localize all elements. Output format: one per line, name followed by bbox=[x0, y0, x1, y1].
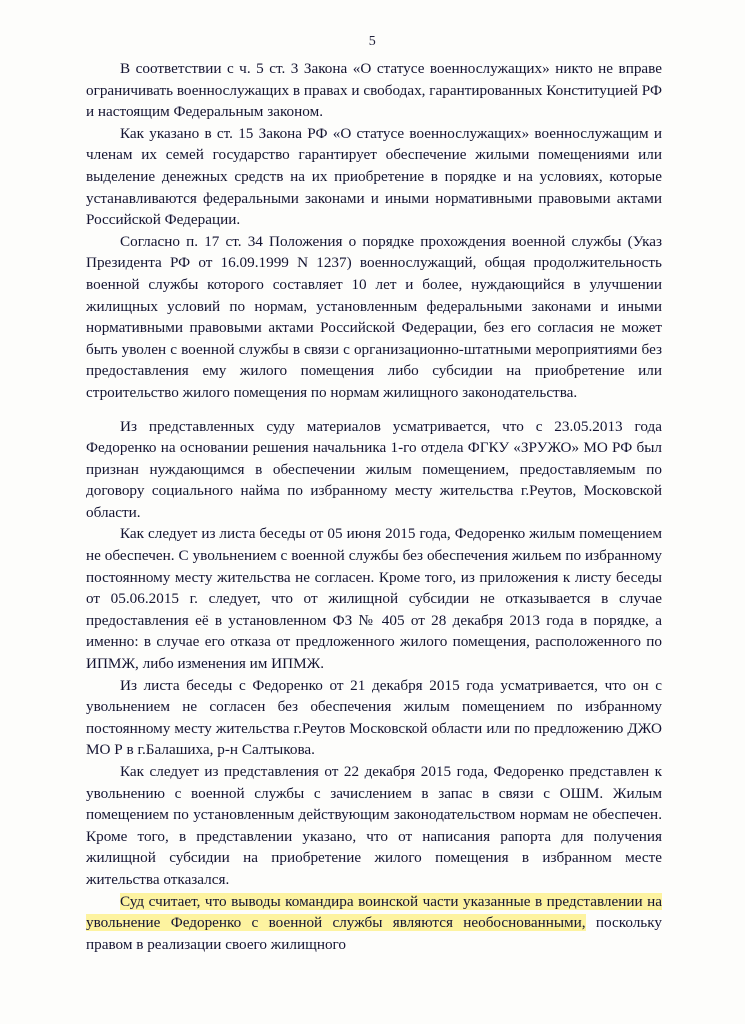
paragraph-8 bbox=[86, 891, 662, 956]
paragraph-3: Согласно п. 17 ст. 34 Положения о порядке прохождения военной службы (Указ Президента РФ от 16.09.1999 N 1237) военнослужащий, общая продолжительность военной службы которого составляет 10 лет и более, нуждающийся в улучшении жилищных условий по нормам, установленным федеральными законами и иными нормативными правовыми актами Российской Федерации, без его согласия не может быть уволен с военной службы в связи с организационно-штатными мероприятиями без предоставления ему жилого помещения либо субсидии на приобретение или строительство жилого помещения по нормам жилищного законодательства. bbox=[86, 232, 662, 401]
paragraph-spacer bbox=[86, 404, 662, 416]
paragraph-8-tail: поскольку правом в реализации своего жилищного bbox=[86, 914, 662, 953]
document-body bbox=[86, 58, 662, 955]
paragraph-2: Как указано в ст. 15 Закона РФ «О статусе военнослужащих» военнослужащим и членам их семей государство гарантирует обеспечение жилыми помещениями или выделение денежных средств на их приобретение в порядке и на условиях, которые устанавливаются федеральными законами и иными нормативными правовыми актами Российской Федерации. bbox=[86, 124, 662, 229]
highlighted-text: Суд считает, что выводы командира воинской части указанные в представлении на увольнение Федоренко с военной службы являются необоснованными, bbox=[86, 892, 662, 932]
paragraph-7: Как следует из представления от 22 декабря 2015 года, Федоренко представлен к увольнению с военной службы с зачислением в запас в связи с ОШМ. Жилым помещением по установленным действующим законодательством нормам не обеспечен. Кроме того, в представлении указано, что от написания рапорта для получения жилищной субсидии на приобретение жилого помещения в избранном месте жительства отказался. bbox=[86, 763, 662, 888]
paragraph-6: Из листа беседы с Федоренко от 21 декабря 2015 года усматривается, что он с увольнением не согласен без обеспечения жилым помещением по избранному постоянному месту жительства г.Реутов Московской области или по предложению ДЖО МО Р в г.Балашиха, р-н Салтыкова. bbox=[86, 676, 662, 759]
paragraph-4: Из представленных суду материалов усматривается, что с 23.05.2013 года Федоренко на основании решения начальника 1-го отдела ФГКУ «ЗРУЖО» МО РФ был признан нуждающимся в обеспечении жилым помещением, предоставляемым по договору социального найма по избранному месту жительства г.Реутов, Московской области. bbox=[86, 417, 662, 521]
paragraph-1: В соответствии с ч. 5 ст. 3 Закона «О статусе военнослужащих» никто не вправе ограничивать военнослужащих в правах и свободах, гарантированных Конституцией РФ и настоящим Федеральным законом. bbox=[86, 60, 662, 121]
paragraph-5: Как следует из листа беседы от 05 июня 2015 года, Федоренко жилым помещением не обеспечен. С увольнением с военной службы без обеспечения жильем по избранному постоянному месту жительства не согласен. Кроме того, из приложения к листу беседы от 05.06.2015 г. следует, что от жилищной субсидии не отказывается в случае предоставления её в установленном ФЗ № 405 от 28 декабря 2013 года в порядке, а именно: в случае его отказа от предложенного жилого помещения, расположенного по ИПМЖ, либо изменения им ИПМЖ. bbox=[86, 525, 662, 673]
page-number: 5 bbox=[368, 34, 377, 49]
